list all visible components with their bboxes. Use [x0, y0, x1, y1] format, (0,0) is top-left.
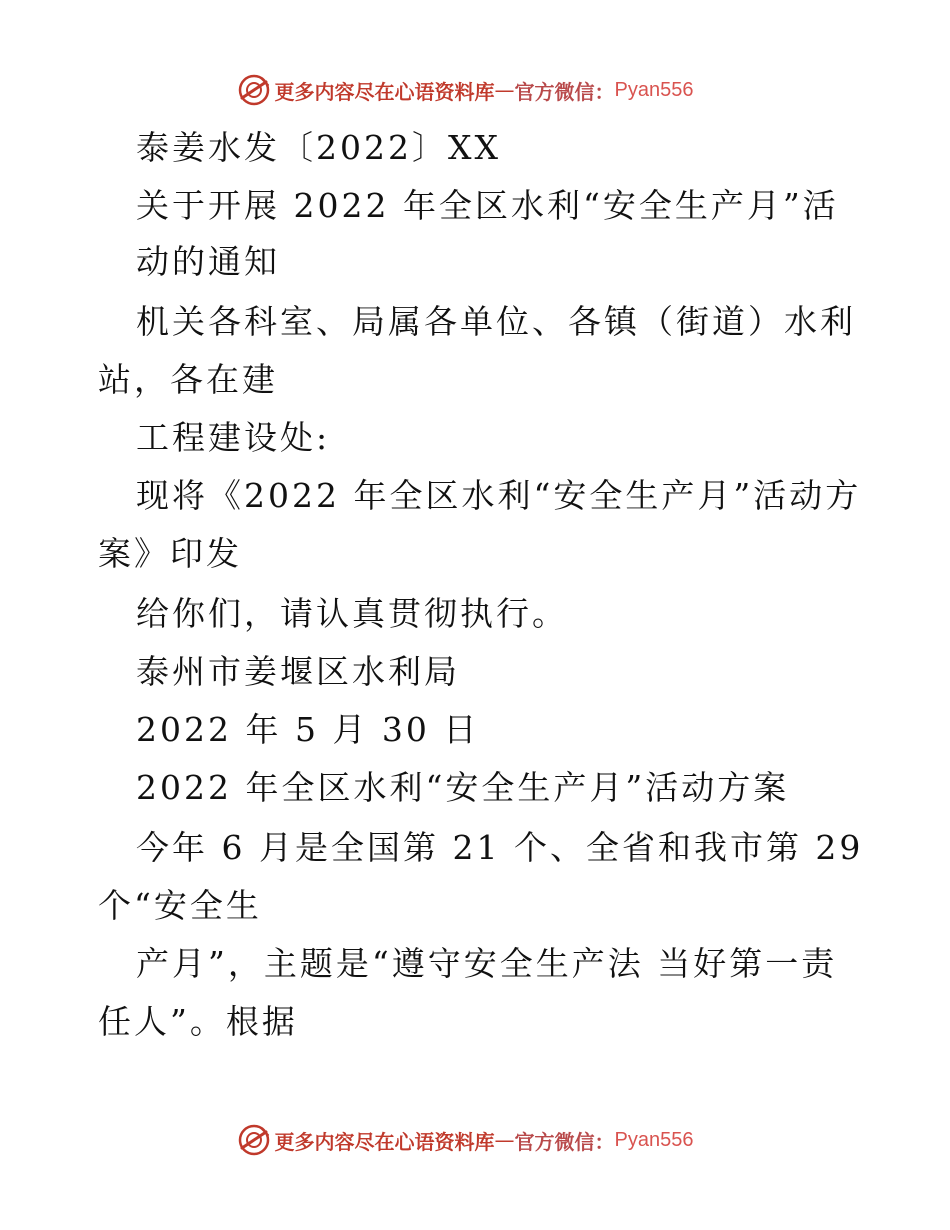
- watermark-dash: —: [494, 1128, 515, 1152]
- seal-logo-icon: [237, 73, 271, 107]
- watermark-wechat-id: Pyan556: [614, 1128, 694, 1151]
- seal-logo-icon: [237, 1123, 271, 1157]
- plan-line-3: 产月”，主题是“遵守安全生产法 当好第一责: [136, 944, 838, 983]
- watermark-dash: —: [494, 78, 515, 102]
- watermark-site-text: 更多内容尽在心语资料库: [274, 79, 495, 104]
- body-line-1: 现将《2022 年全区水利“安全生产月”活动方: [136, 476, 862, 515]
- recipients-line-3: 工程建设处:: [136, 418, 331, 457]
- recipients-line-2: 站，各在建: [98, 360, 278, 399]
- plan-line-1: 今年 6 月是全国第 21 个、全省和我市第 29: [136, 828, 864, 867]
- header-watermark: [0, 70, 950, 110]
- notice-title-line-1: 关于开展 2022 年全区水利“安全生产月”活: [136, 186, 839, 225]
- watermark-site-text: 更多内容尽在心语资料库: [274, 1129, 495, 1154]
- watermark-wechat-label: 官方微信：: [514, 1129, 615, 1154]
- plan-line-2: 个“安全生: [98, 886, 262, 925]
- notice-title-line-2: 动的通知: [136, 242, 280, 281]
- body-line-3: 给你们，请认真贯彻执行。: [136, 594, 568, 633]
- recipients-line-1: 机关各科室、局属各单位、各镇（街道）水利: [136, 302, 856, 341]
- issuer-name: 泰州市姜堰区水利局: [136, 652, 460, 691]
- plan-line-4: 任人”。根据: [98, 1002, 298, 1041]
- footer-watermark: [0, 1120, 950, 1160]
- doc-number: 泰姜水发〔2022〕XX: [136, 128, 501, 167]
- issue-date: 2022 年 5 月 30 日: [136, 710, 480, 749]
- body-line-2: 案》印发: [98, 534, 242, 573]
- watermark-wechat-label: 官方微信：: [514, 79, 615, 104]
- plan-title: 2022 年全区水利“安全生产月”活动方案: [136, 768, 790, 807]
- watermark-wechat-id: Pyan556: [614, 78, 694, 101]
